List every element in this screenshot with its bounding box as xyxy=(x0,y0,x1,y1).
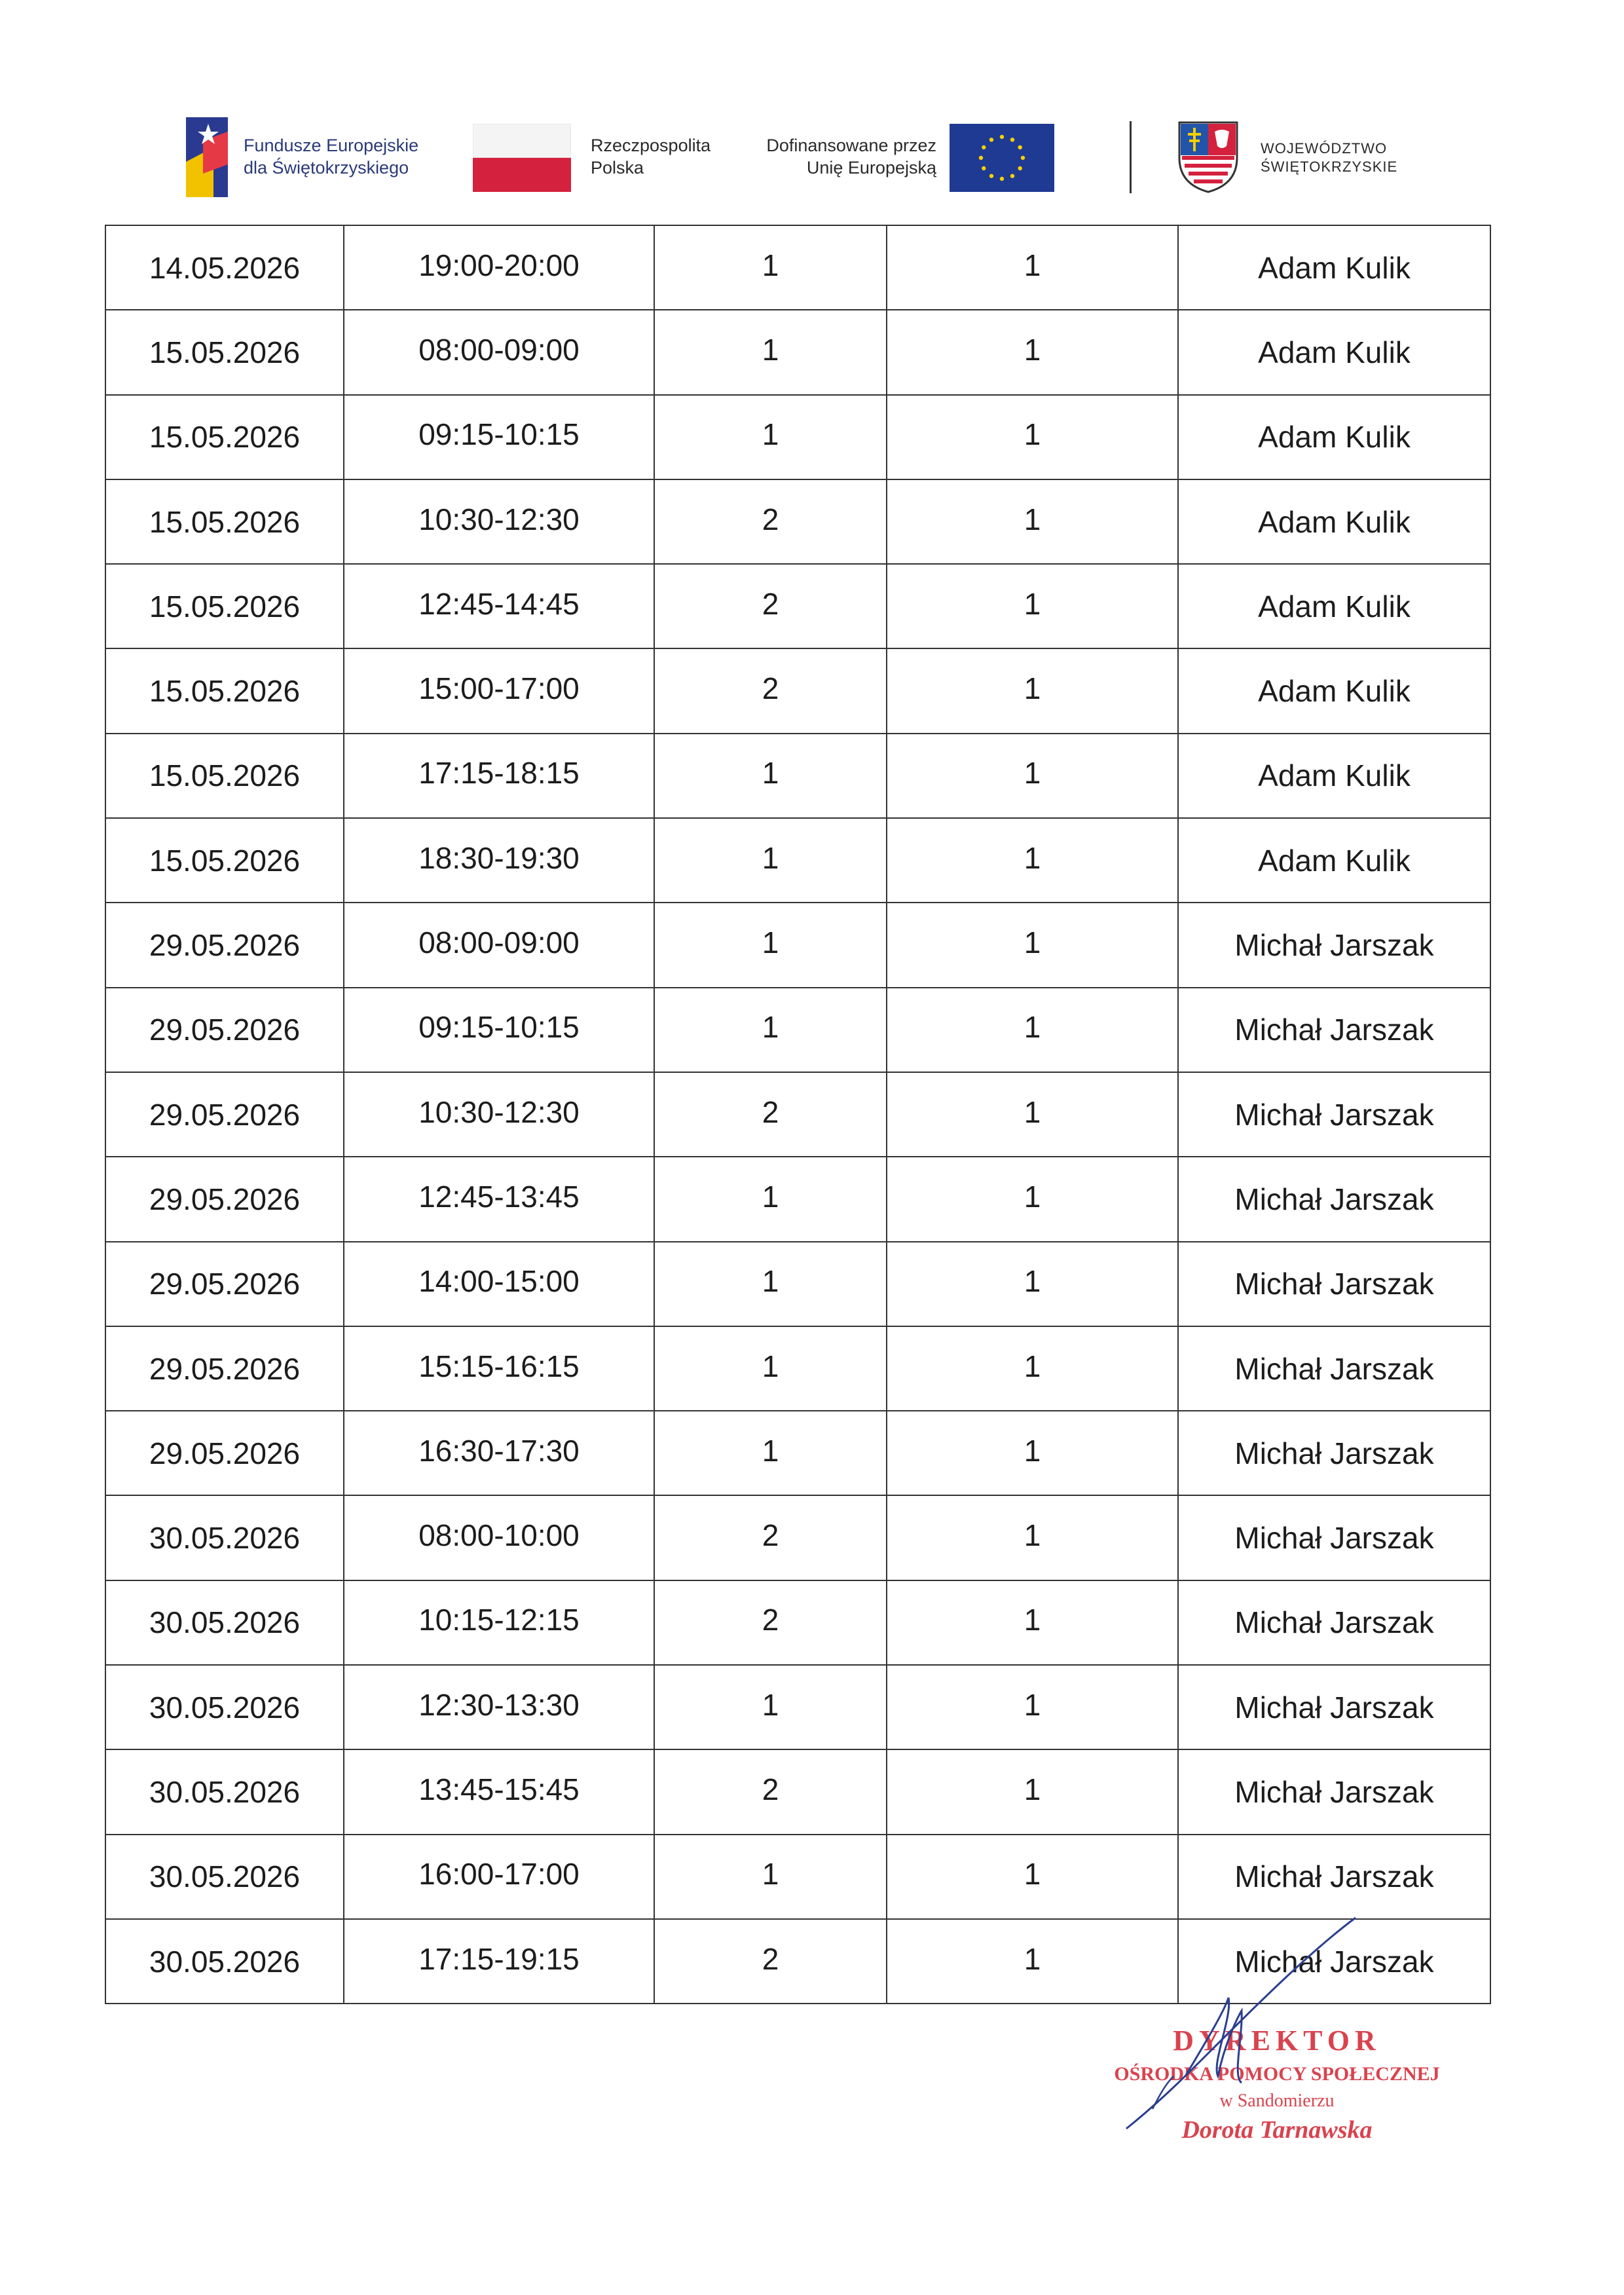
eu-star xyxy=(979,156,983,160)
cell-name: Michał Jarszak xyxy=(1178,1326,1490,1411)
cell-time: 08:00-10:00 xyxy=(344,1495,654,1580)
eu-star xyxy=(982,145,986,149)
cell-time: 12:45-14:45 xyxy=(344,564,654,648)
cell-a: 1 xyxy=(654,310,887,394)
cell-b: 1 xyxy=(887,818,1178,903)
cell-a: 1 xyxy=(654,225,887,310)
cell-time: 17:15-19:15 xyxy=(344,1919,654,2004)
cell-date: 15.05.2026 xyxy=(105,479,344,564)
table-row xyxy=(105,479,1490,564)
table-row xyxy=(105,734,1490,818)
cell-name: Michał Jarszak xyxy=(1178,1835,1490,1919)
cell-name: Michał Jarszak xyxy=(1178,1749,1490,1834)
cell-date: 29.05.2026 xyxy=(105,1242,344,1326)
cell-date: 15.05.2026 xyxy=(105,395,344,479)
table-row xyxy=(105,1495,1490,1580)
eu-star xyxy=(989,174,993,178)
cell-b: 1 xyxy=(887,1242,1178,1326)
cell-b: 1 xyxy=(887,395,1178,479)
cell-a: 1 xyxy=(654,1157,887,1241)
table-row xyxy=(105,818,1490,903)
ws-logo-text: WOJEWÓDZTWO ŚWIĘTOKRZYSKIE xyxy=(1261,140,1398,175)
eu-star xyxy=(1018,145,1022,149)
cell-time: 19:00-20:00 xyxy=(344,225,654,310)
cell-name: Michał Jarszak xyxy=(1178,1411,1490,1495)
table-row xyxy=(105,1835,1490,1919)
table-row xyxy=(105,1749,1490,1834)
schedule-body xyxy=(105,225,1490,2004)
logo-divider xyxy=(1130,121,1132,193)
cell-b: 1 xyxy=(887,310,1178,394)
table-row xyxy=(105,1326,1490,1411)
cell-date: 29.05.2026 xyxy=(105,1326,344,1411)
fe-logo-icon xyxy=(183,115,236,200)
table-row xyxy=(105,564,1490,648)
handwritten-signature xyxy=(1113,1912,1388,2135)
eu-flag-icon xyxy=(950,124,1054,192)
eu-star xyxy=(1010,174,1014,178)
eu-star xyxy=(1010,138,1014,141)
cell-date: 15.05.2026 xyxy=(105,648,344,733)
cell-a: 1 xyxy=(654,1835,887,1919)
stamp-city: w Sandomierzu xyxy=(1219,2091,1335,2111)
cell-date: 29.05.2026 xyxy=(105,1411,344,1495)
fe-logo xyxy=(183,115,458,200)
cell-date: 30.05.2026 xyxy=(105,1749,344,1834)
cell-name: Adam Kulik xyxy=(1178,734,1490,818)
cell-date: 30.05.2026 xyxy=(105,1580,344,1665)
cell-date: 29.05.2026 xyxy=(105,1157,344,1241)
cell-date: 29.05.2026 xyxy=(105,903,344,987)
cell-a: 2 xyxy=(654,1749,887,1834)
cell-date: 30.05.2026 xyxy=(105,1665,344,1749)
eu-star xyxy=(1000,135,1004,139)
cell-name: Adam Kulik xyxy=(1178,564,1490,648)
cell-name: Michał Jarszak xyxy=(1178,1072,1490,1157)
cell-time: 14:00-15:00 xyxy=(344,1242,654,1326)
table-row xyxy=(105,1242,1490,1326)
cell-date: 30.05.2026 xyxy=(105,1835,344,1919)
cell-a: 2 xyxy=(654,1580,887,1665)
eu-logo xyxy=(747,115,1087,200)
cell-name: Adam Kulik xyxy=(1178,395,1490,479)
cell-time: 17:15-18:15 xyxy=(344,734,654,818)
cell-a: 1 xyxy=(654,818,887,903)
cell-time: 10:15-12:15 xyxy=(344,1580,654,1665)
table-row xyxy=(105,1665,1490,1749)
table-row xyxy=(105,1580,1490,1665)
cell-b: 1 xyxy=(887,1580,1178,1665)
table-row xyxy=(105,225,1490,310)
cell-a: 1 xyxy=(654,1242,887,1326)
cell-name: Adam Kulik xyxy=(1178,648,1490,733)
cell-a: 1 xyxy=(654,1326,887,1411)
cell-name: Adam Kulik xyxy=(1178,479,1490,564)
cell-name: Michał Jarszak xyxy=(1178,1242,1490,1326)
cell-a: 2 xyxy=(654,648,887,733)
eu-star xyxy=(1018,166,1022,170)
cell-a: 2 xyxy=(654,1072,887,1157)
cell-name: Michał Jarszak xyxy=(1178,903,1490,987)
table-row xyxy=(105,1157,1490,1241)
table-row xyxy=(105,903,1490,987)
stamp-org: OŚRODKA POMOCY SPOŁECZNEJ xyxy=(1114,2063,1440,2085)
rp-logo-text: Rzeczpospolita Polska xyxy=(591,136,711,177)
cell-time: 15:00-17:00 xyxy=(344,648,654,733)
cell-name: Michał Jarszak xyxy=(1178,1157,1490,1241)
table-row xyxy=(105,1411,1490,1495)
cell-date: 15.05.2026 xyxy=(105,818,344,903)
cell-b: 1 xyxy=(887,1919,1178,2004)
eu-star xyxy=(989,138,993,141)
schedule-table xyxy=(105,225,1491,2004)
fe-logo-text: Fundusze Europejskie dla Świętokrzyskiego xyxy=(244,136,419,177)
cell-b: 1 xyxy=(887,564,1178,648)
cell-date: 15.05.2026 xyxy=(105,310,344,394)
cell-date: 29.05.2026 xyxy=(105,1072,344,1157)
cell-time: 09:15-10:15 xyxy=(344,988,654,1072)
cell-time: 10:30-12:30 xyxy=(344,479,654,564)
table-row xyxy=(105,310,1490,394)
cell-time: 08:00-09:00 xyxy=(344,903,654,987)
cell-name: Michał Jarszak xyxy=(1178,1580,1490,1665)
ws-logo xyxy=(1175,115,1411,200)
stamp-name: Dorota Tarnawska xyxy=(1181,2116,1373,2144)
cell-a: 1 xyxy=(654,903,887,987)
stamp-title: DYREKTOR xyxy=(1173,2024,1381,2057)
table-row xyxy=(105,988,1490,1072)
eu-star xyxy=(1021,156,1025,160)
cell-a: 1 xyxy=(654,1411,887,1495)
cell-date: 30.05.2026 xyxy=(105,1919,344,2004)
cell-name: Adam Kulik xyxy=(1178,818,1490,903)
cell-a: 2 xyxy=(654,564,887,648)
table-row xyxy=(105,648,1490,733)
cell-b: 1 xyxy=(887,734,1178,818)
cell-a: 2 xyxy=(654,1919,887,2004)
cell-b: 1 xyxy=(887,1749,1178,1834)
cell-date: 15.05.2026 xyxy=(105,734,344,818)
cell-a: 1 xyxy=(654,988,887,1072)
polish-flag-icon xyxy=(473,124,571,192)
cell-b: 1 xyxy=(887,903,1178,987)
cell-b: 1 xyxy=(887,648,1178,733)
cell-time: 16:30-17:30 xyxy=(344,1411,654,1495)
cell-time: 13:45-15:45 xyxy=(344,1749,654,1834)
cell-b: 1 xyxy=(887,479,1178,564)
cell-time: 12:45-13:45 xyxy=(344,1157,654,1241)
cell-b: 1 xyxy=(887,1665,1178,1749)
cell-b: 1 xyxy=(887,1835,1178,1919)
cell-a: 1 xyxy=(654,395,887,479)
cell-b: 1 xyxy=(887,1072,1178,1157)
cell-name: Michał Jarszak xyxy=(1178,988,1490,1072)
rp-logo xyxy=(473,115,761,200)
cell-date: 30.05.2026 xyxy=(105,1495,344,1580)
cell-time: 08:00-09:00 xyxy=(344,310,654,394)
cell-b: 1 xyxy=(887,1411,1178,1495)
cell-time: 09:15-10:15 xyxy=(344,395,654,479)
cell-name: Adam Kulik xyxy=(1178,225,1490,310)
eu-star xyxy=(982,166,986,170)
cell-time: 15:15-16:15 xyxy=(344,1326,654,1411)
cell-time: 18:30-19:30 xyxy=(344,818,654,903)
cell-name: Michał Jarszak xyxy=(1178,1495,1490,1580)
cell-name: Michał Jarszak xyxy=(1178,1665,1490,1749)
coat-of-arms-icon xyxy=(1175,119,1241,195)
cell-b: 1 xyxy=(887,988,1178,1072)
cell-time: 12:30-13:30 xyxy=(344,1665,654,1749)
cell-b: 1 xyxy=(887,1157,1178,1241)
cell-time: 10:30-12:30 xyxy=(344,1072,654,1157)
cell-b: 1 xyxy=(887,1326,1178,1411)
cell-a: 2 xyxy=(654,479,887,564)
cell-a: 2 xyxy=(654,1495,887,1580)
eu-logo-text: Dofinansowane przez Unię Europejską xyxy=(766,136,936,177)
cell-time: 16:00-17:00 xyxy=(344,1835,654,1919)
cell-date: 29.05.2026 xyxy=(105,988,344,1072)
cell-a: 1 xyxy=(654,1665,887,1749)
cell-b: 1 xyxy=(887,1495,1178,1580)
logo-bar xyxy=(170,115,1401,200)
table-row xyxy=(105,1072,1490,1157)
eu-star xyxy=(1000,177,1004,181)
table-row xyxy=(105,395,1490,479)
cell-date: 15.05.2026 xyxy=(105,564,344,648)
cell-name: Adam Kulik xyxy=(1178,310,1490,394)
cell-a: 1 xyxy=(654,734,887,818)
cell-b: 1 xyxy=(887,225,1178,310)
cell-name: Michał Jarszak xyxy=(1178,1919,1490,2004)
cell-date: 14.05.2026 xyxy=(105,225,344,310)
